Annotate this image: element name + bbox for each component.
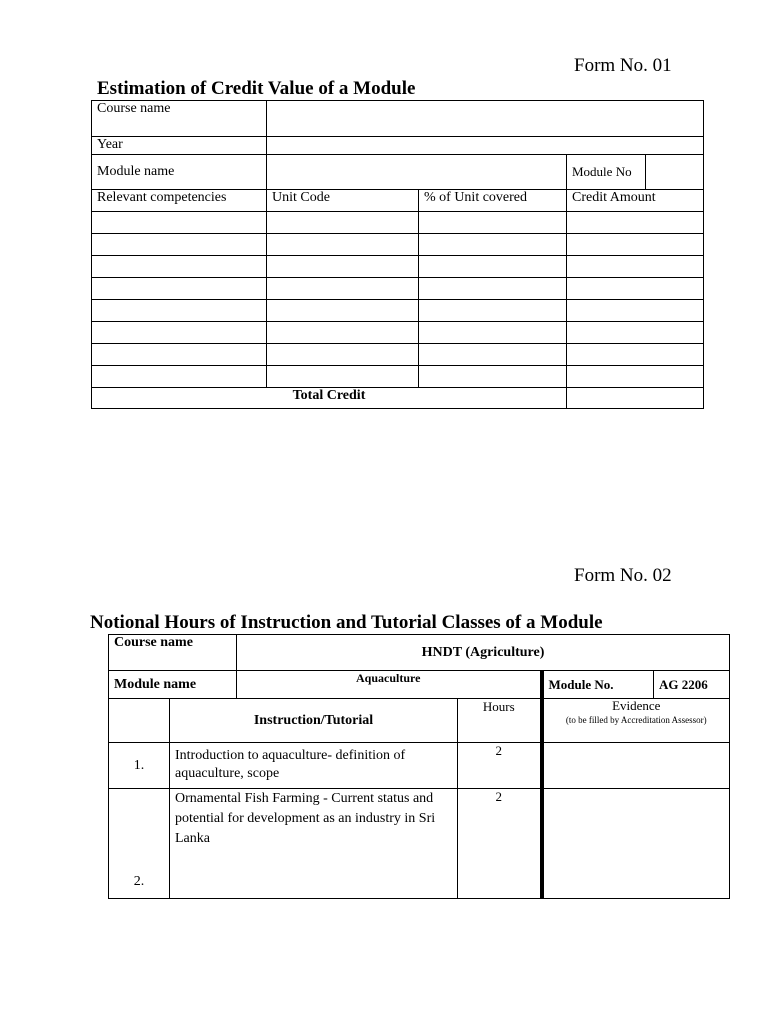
form2-number: Form No. 02 [574,565,672,586]
year-field[interactable] [267,137,704,155]
total-credit-field[interactable] [567,388,704,409]
table-row [92,344,704,366]
row-hours: 2 [458,743,542,789]
module-no-value: AG 2206 [654,671,730,699]
row-text: Introduction to aquaculture- definition of aquaculture, scope [170,743,458,789]
table-row [92,322,704,344]
table-row [92,300,704,322]
table-row [92,278,704,300]
module-name-label: Module name [92,155,267,190]
header-relevant-competencies: Relevant competencies [92,190,267,212]
row-evidence[interactable] [542,789,730,899]
table-row [92,256,704,278]
table-row [109,743,730,789]
module-name-label-2: Module name [109,671,237,699]
form1-title: Estimation of Credit Value of a Module [97,78,416,99]
module-no-label-2: Module No. [542,671,654,699]
total-credit-label: Total Credit [92,388,567,409]
evidence-note: (to be filled by Accreditation Assessor) [565,715,707,725]
module-no-field[interactable] [646,155,704,190]
form2-title: Notional Hours of Instruction and Tutorial Classes of a Module [90,612,603,633]
table-row [109,789,730,899]
evidence-header [542,699,730,743]
table-row [92,366,704,388]
row-evidence[interactable] [542,743,730,789]
header-credit-amount: Credit Amount [567,190,704,212]
notional-hours-table [108,634,730,899]
course-name-value: HNDT (Agriculture) [237,635,730,671]
row-text: Ornamental Fish Farming - Current status and potential for development as an industry in Sri Lanka [170,789,458,899]
instruction-header: Instruction/Tutorial [170,699,458,743]
table-row [92,212,704,234]
row-number: 2. [109,789,170,899]
form1-number: Form No. 01 [574,55,672,76]
course-name-label-2: Course name [109,635,237,671]
module-no-label: Module No [567,155,646,190]
row-hours: 2 [458,789,542,899]
course-name-field[interactable] [267,101,704,137]
course-name-label: Course name [92,101,267,137]
table-row [92,234,704,256]
evidence-title: Evidence [612,698,661,713]
module-name-value: Aquaculture [237,671,542,699]
header-unit-covered: % of Unit covered [419,190,567,212]
year-label: Year [92,137,267,155]
module-name-field[interactable] [267,155,567,190]
number-header [109,699,170,743]
hours-header: Hours [458,699,542,743]
header-unit-code: Unit Code [267,190,419,212]
credit-estimation-table [91,100,704,409]
row-number: 1. [109,743,170,789]
